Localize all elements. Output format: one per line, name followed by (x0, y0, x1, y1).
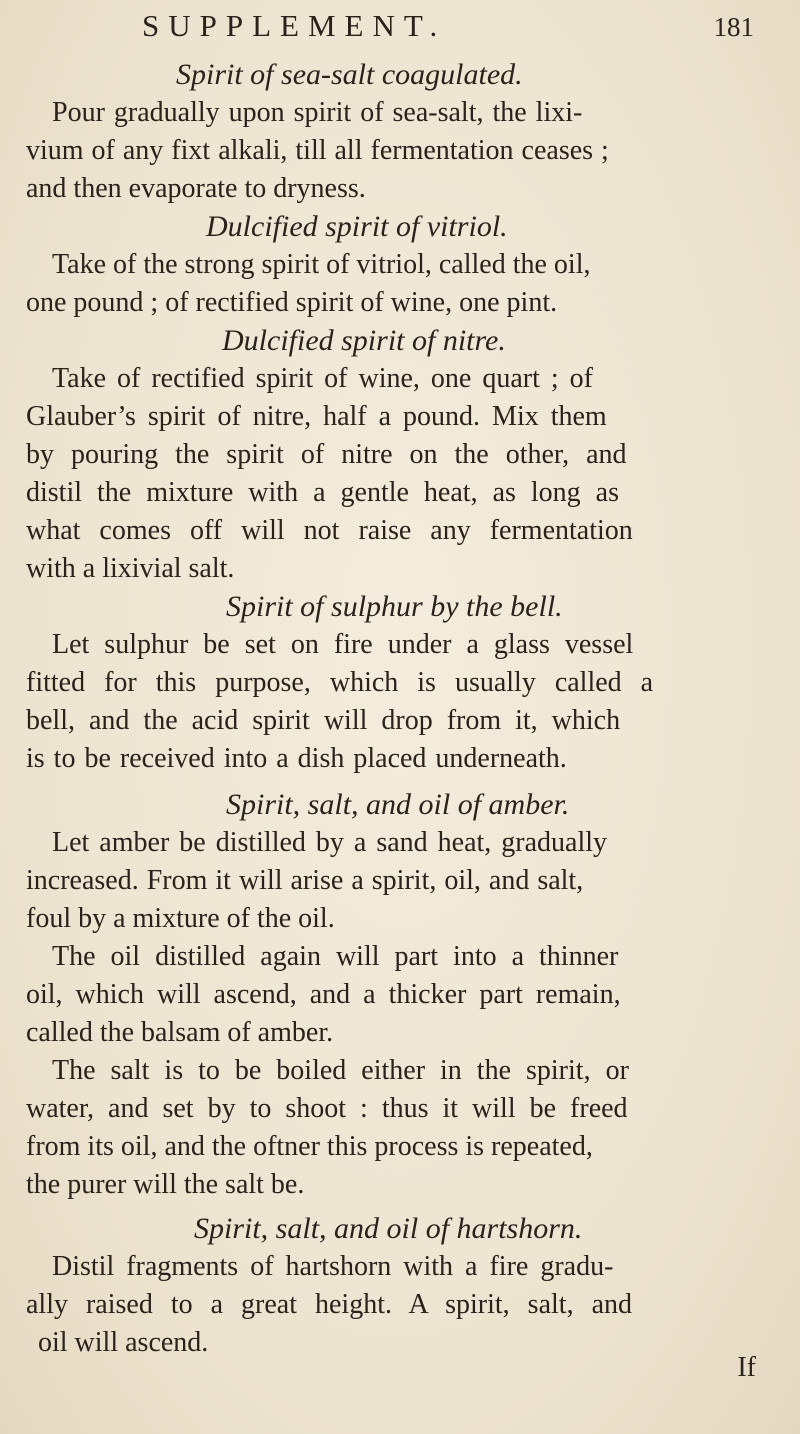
text-line: increased. From it will arise a spirit, oil, and salt, (26, 865, 584, 896)
text-line: distil the mixture with a gentle heat, as long as (26, 477, 619, 508)
running-title: SUPPLEMENT. (142, 8, 447, 43)
section-heading: Spirit of sea-salt coagulated. (176, 58, 523, 91)
running-head (26, 8, 782, 56)
section-amber (26, 786, 782, 1204)
text-line: the purer will the salt be. (26, 1169, 305, 1200)
text-line: The salt is to be boiled either in the spirit, or (52, 1055, 629, 1086)
text-line: The oil distilled again will part into a thinner (52, 941, 619, 972)
text-line: foul by a mixture of the oil. (26, 903, 335, 934)
text-line: Pour gradually upon spirit of sea-salt, the lixi- (52, 97, 583, 128)
text-line: oil, which will ascend, and a thicker part remain, (26, 979, 621, 1010)
section-hartshorn (26, 1210, 782, 1362)
text-line: bell, and the acid spirit will drop from it, which (26, 705, 621, 736)
text-line: water, and set by to shoot : thus it will be freed (26, 1093, 628, 1124)
text-line: from its oil, and the oftner this process is repeated, (26, 1131, 593, 1162)
section-nitre (26, 322, 782, 588)
text-line: Let amber be distilled by a sand heat, gradually (52, 827, 608, 858)
text-line: called the balsam of amber. (26, 1017, 334, 1048)
section-heading: Dulcified spirit of vitriol. (206, 210, 508, 243)
section-heading: Spirit, salt, and oil of amber. (226, 788, 570, 821)
section-heading: Spirit of sulphur by the bell. (226, 590, 563, 623)
text-line: by pouring the spirit of nitre on the other, and (26, 439, 627, 470)
section-heading: Dulcified spirit of nitre. (222, 324, 506, 357)
text-line: and then evaporate to dryness. (26, 173, 366, 204)
text-line: fitted for this purpose, which is usually called a (26, 667, 654, 698)
text-line: one pound ; of rectified spirit of wine, one pint. (26, 287, 558, 318)
section-sea-salt (26, 56, 782, 208)
text-line: Let sulphur be set on fire under a glass vessel (52, 629, 634, 660)
text-line: Glauber’s spirit of nitre, half a pound. Mix them (26, 401, 607, 432)
text-line: ally raised to a great height. A spirit, salt, and (26, 1289, 632, 1320)
text-line: vium of any fixt alkali, till all fermentation ceases ; (26, 135, 609, 166)
text-line: is to be received into a dish placed underneath. (26, 743, 567, 774)
section-heading: Spirit, salt, and oil of hartshorn. (194, 1212, 583, 1245)
section-sulphur (26, 588, 782, 778)
text-line: with a lixivial salt. (26, 553, 235, 584)
text-line: oil will ascend. (38, 1327, 209, 1358)
text-line: Take of the strong spirit of vitriol, called the oil, (52, 249, 591, 280)
section-vitriol (26, 208, 782, 322)
catchword: If (737, 1352, 756, 1383)
page-number: 181 (713, 12, 754, 42)
text-line: Take of rectified spirit of wine, one quart ; of (52, 363, 593, 394)
text-line: Distil fragments of hartshorn with a fire gradu- (52, 1251, 614, 1282)
text-line: what comes off will not raise any fermentation (26, 515, 633, 546)
